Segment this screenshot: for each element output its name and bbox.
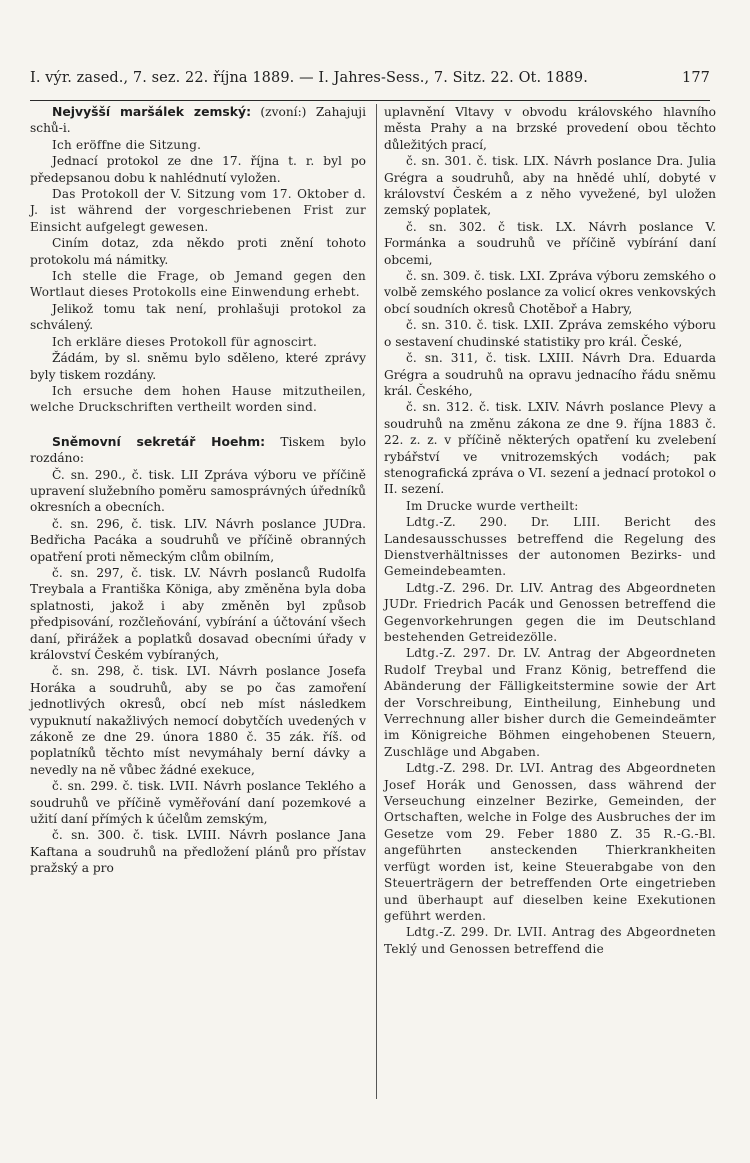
czech-paragraph: Jednací protokol ze dne 17. října t. r. byl po předepsanou dobu k nahlédnutí vyložen. <box>30 154 366 185</box>
german-paragraph: Ldtg.-Z. 290. Dr. LIII. Bericht des Landesausschusses betreffend die Regelung des Dienstverhältnisses der autonomen Bezirks- und Gemeindebeamten. <box>384 515 716 579</box>
german-paragraph: Ldtg.-Z. 299. Dr. LVII. Antrag des Abgeordneten Teklý und Genossen betreffend die <box>384 925 716 956</box>
header-rule <box>30 100 710 101</box>
czech-paragraph: Žádám, by sl. sněmu bylo sděleno, které zprávy byly tiskem rozdány. <box>30 351 366 382</box>
german-paragraph: Ldtg.-Z. 298. Dr. LVI. Antrag des Abgeordneten Josef Horák und Genossen, dass während der Verseuchung einzelner Bezirke, Gemeinden, der Ortschaften, welche in Folge des Ausbruches der im Gesetze vom 29. Feber 1880 Z. 35 R.-G.-Bl. angeführten ansteckenden Thierkrankheiten verfügt worden ist, keine Steuerabgabe von den Steuerträgern der betreffenden Orte eingetrieben und überhaupt auf dieselben keine Exekutionen geführt werden. <box>384 761 716 923</box>
czech-paragraph: č. sn. 298, č. tisk. LVI. Návrh poslance Josefa Horáka a soudruhů, aby se po čas zamoření jednotlivých okresů, obcí neb míst následkem vypuknutí nakažlivých nemocí dobytčích uvedených v zákoně ze dne 29. února 1880 č. 35 zák. říš. od poplatníků těchto míst nevymáhaly berní dávky a nevedly na ně vůbec žádné exekuce, <box>30 664 366 777</box>
left-column <box>30 104 366 877</box>
german-paragraph: Ldtg.-Z. 296. Dr. LIV. Antrag des Abgeordneten JUDr. Friedrich Pacák und Genossen betreffend die Gegenvorkehrungen gegen die im Deutschland bestehenden Getreidezölle. <box>384 580 716 644</box>
czech-paragraph: č. sn. 310. č. tisk. LXII. Zpráva zemského výboru o sestavení chudinské statistiky pro král. České, <box>384 318 716 349</box>
german-paragraph: Das Protokoll der V. Sitzung vom 17. Oktober d. J. ist während der vorgeschriebenen Frist zur Einsicht aufgelegt gewesen. <box>30 187 366 234</box>
czech-paragraph: č. sn. 311, č. tisk. LXIII. Návrh Dra. Eduarda Grégra a soudruhů na opravu jednacího řádu sněmu král. Českého, <box>384 351 716 398</box>
column-divider <box>376 104 377 1099</box>
czech-paragraph: Č. sn. 290., č. tisk. LII Zpráva výboru ve příčině upravení služebního poměru samosprávných úředníků okresních a obecních. <box>30 467 366 515</box>
german-paragraph: Ich erkläre dieses Protokoll für agnoscirt. <box>52 334 318 349</box>
czech-paragraph: Ciním dotaz, zda někdo proti znění tohoto protokolu má námitky. <box>30 236 366 267</box>
speaker-paragraph <box>30 434 366 467</box>
czech-paragraph: č. sn. 309. č. tisk. LXI. Zpráva výboru zemského o volbě zemského poslance za volicí okres venkovských obcí soudních okresů Chotěboř a Habry, <box>384 269 716 316</box>
czech-paragraph: č. sn. 300. č. tisk. LVIII. Návrh poslance Jana Kaftana a soudruhů na předložení plánů pro přístav pražský a pro <box>30 828 366 876</box>
czech-paragraph: č. sn. 297, č. tisk. LV. Návrh poslanců Rudolfa Treybala a Františka Königa, aby změněna byla doba splatnosti, jakož i aby změněn byl způsob předpisování, rozčleňování, vybírání a účtování všech daní, přirážek a poplatků dosavad obecními úřady v království Českém vybíraných, <box>30 565 366 662</box>
czech-paragraph: Jelikož tomu tak není, prohlašuji protokol za schválený. <box>30 301 366 333</box>
speaker-paragraph <box>30 104 366 137</box>
right-column <box>384 104 716 957</box>
czech-paragraph: č. sn. 312. č. tisk. LXIV. Návrh poslance Plevy a soudruhů na změnu zákona ze dne 9. října 1883 č. 22. z. z. v příčině některých opatření ku zvelebení rybářství ve vnitrozemských vodách; pak stenografická zpráva o VI. sezení a jednací protokol o II. sezení. <box>384 400 716 497</box>
german-paragraph: Ldtg.-Z. 297. Dr. LV. Antrag der Abgeordneten Rudolf Treybal und Franz König, betreffend die Abänderung der Fälligkeitstermine sowie der Art der Vorschreibung, Eintheilung, Einhebung und Verrechnung aller bisher durch die Gemeindeämter im Königreiche Böhmen eingehobenen Steuern, Zuschläge und Abgaben. <box>384 646 716 759</box>
page-header <box>30 70 710 96</box>
czech-paragraph: č. sn. 301. č. tisk. LIX. Návrh poslance Dra. Julia Grégra a soudruhů, aby na hnědé uhlí, dobyté v království Českém a z něho vyvežené, byl uložen zemský poplatek, <box>384 154 716 218</box>
german-paragraph: Ich eröffne die Sitzung. <box>52 137 202 152</box>
page-number: 177 <box>682 70 710 86</box>
czech-paragraph: uplavnění Vltavy v obvodu královského hlavního města Prahy a na brzské provedení obou těchto důležitých prací, <box>384 105 716 152</box>
german-paragraph: Ich stelle die Frage, ob Jemand gegen den Wortlaut dieses Protokolls eine Einwendung erhebt. <box>30 269 366 300</box>
speech-text: Tiskem bylo rozdáno: <box>30 434 367 466</box>
german-paragraph: Im Drucke wurde vertheilt: <box>406 498 579 513</box>
german-paragraph: Ich ersuche dem hohen Hause mitzutheilen, welche Druckschriften vertheilt worden sind. <box>30 383 366 415</box>
czech-paragraph: č. sn. 299. č. tisk. LVII. Návrh poslance Teklého a soudruhů ve příčině vyměřování daní pozemkové a užití daní přímých k účelům zemským, <box>30 779 366 827</box>
speaker-name: Nejvyšší maršálek zemský: <box>52 104 252 119</box>
speech-text: (zvoní:) Zahajuji schů-i. <box>30 105 366 136</box>
czech-paragraph: č. sn. 302. č tisk. LX. Návrh poslance V. Formánka a soudruhů ve příčině vybírání daní obcemi, <box>384 219 716 267</box>
speaker-name: Sněmovní sekretář Hoehm: <box>52 433 266 449</box>
czech-paragraph: č. sn. 296, č. tisk. LIV. Návrh poslance JUDra. Bedřicha Pacáka a soudruhů ve příčině obranných opatření proti německým clům obilním, <box>30 516 366 564</box>
running-title: I. výr. zased., 7. sez. 22. října 1889. — I. Jahres-Sess., 7. Sitz. 22. Ot. 1889. <box>30 70 588 86</box>
